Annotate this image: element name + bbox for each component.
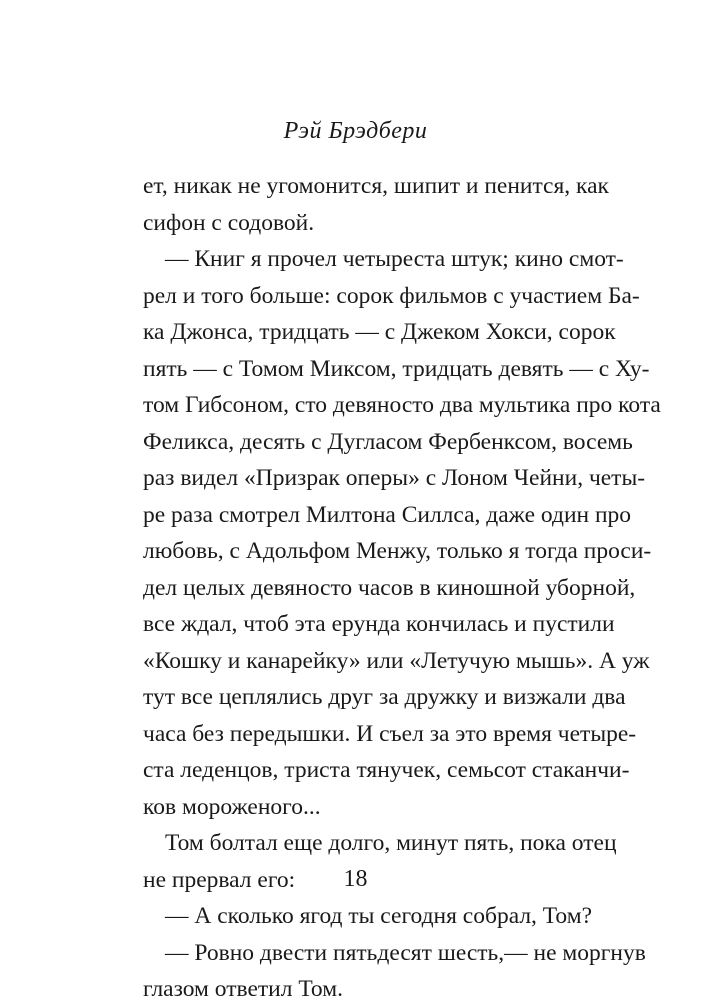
running-header-author: Рэй Брэдбери xyxy=(283,118,428,144)
text-line: раз видел «Призрак оперы» с Лоном Чейни, четы- xyxy=(143,465,646,491)
text-line: сифон с содовой. xyxy=(143,209,315,236)
text-line: рел и того больше: сорок фильмов с участием Ба- xyxy=(143,282,640,309)
text-line: ста леденцов, триста тянучек, семьсот стаканчи- xyxy=(143,757,630,783)
text-line: Том болтал еще долго, минут пять, пока отец xyxy=(165,830,617,856)
text-line: — Ровно двести пятьдесят шесть,— не моргнув xyxy=(165,939,646,966)
text-line: — А сколько ягод ты сегодня собрал, Том? xyxy=(165,903,592,929)
text-line: пять — с Томом Миксом, тридцать девять — с Ху- xyxy=(143,355,650,382)
text-line: не прервал его: xyxy=(143,866,296,893)
text-line: дел целых девяносто часов в киношной уборной, xyxy=(143,574,636,601)
text-line: любовь, с Адольфом Менжу, только я тогда проси- xyxy=(143,538,652,564)
text-line: глазом ответил Том. xyxy=(143,976,343,1002)
page-number: 18 xyxy=(343,866,368,892)
text-line: — Книг я прочел четыреста штук; кино смот- xyxy=(165,246,624,272)
text-line: том Гибсоном, сто девяносто два мультика про кота xyxy=(143,392,661,418)
text-line: ка Джонса, тридцать — с Джеком Хокси, сорок xyxy=(143,319,616,345)
text-line: Феликса, десять с Дугласом Фербенксом, восемь xyxy=(143,428,633,455)
text-line: ре раза смотрел Милтона Силлса, даже один про xyxy=(143,501,632,528)
text-line: тут все цеплялись друг за дружку и визжали два xyxy=(143,684,626,710)
text-line: ков мороженого... xyxy=(143,793,321,820)
text-line: ет, никак не угомонится, шипит и пенится, как xyxy=(143,173,609,199)
text-line: часа без передышки. И съел за это время четыре- xyxy=(143,720,637,747)
text-line: все ждал, чтоб эта ерунда кончилась и пустили xyxy=(143,611,615,637)
text-line: «Кошку и канарейку» или «Летучую мышь». А уж xyxy=(143,647,650,674)
